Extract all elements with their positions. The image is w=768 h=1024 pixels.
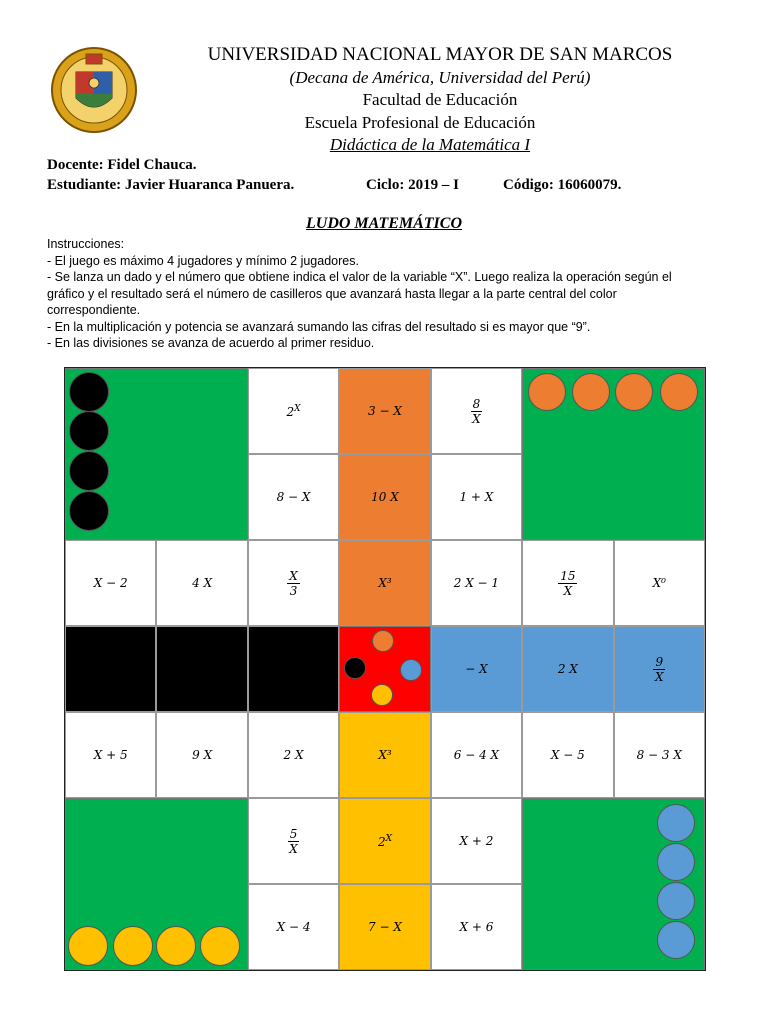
university-name: UNIVERSIDAD NACIONAL MAYOR DE SAN MARCOS xyxy=(207,44,673,65)
black-pawn xyxy=(69,411,109,451)
fraction-numerator: 8 xyxy=(472,396,481,411)
board-cell xyxy=(522,626,613,712)
orange-pawn xyxy=(528,373,566,411)
instructions-heading: Instrucciones: xyxy=(47,237,125,251)
fraction-numerator: 15 xyxy=(560,568,576,583)
board-cell xyxy=(339,712,430,798)
center-orange-pawn xyxy=(372,630,394,652)
school-name: Escuela Profesional de Educación xyxy=(304,113,536,132)
board-cell xyxy=(431,884,522,970)
board-cell xyxy=(156,712,247,798)
cell-expression: $2^X$ xyxy=(377,833,393,849)
fraction-denominator: X xyxy=(472,411,481,426)
board-cell xyxy=(248,540,339,626)
board-cell xyxy=(431,540,522,626)
cell-expression: X + 5 xyxy=(93,748,128,762)
center-blue-pawn xyxy=(400,659,422,681)
teacher-line: Docente: Fidel Chauca. xyxy=(47,157,197,173)
board-cell xyxy=(248,626,339,712)
cell-expression: 6 − 4 X xyxy=(453,748,500,762)
course-name xyxy=(150,135,710,155)
board-cell xyxy=(431,798,522,884)
cycle-line: Ciclo: 2019 – I xyxy=(366,177,459,193)
board-cell xyxy=(431,712,522,798)
cell-expression: 2 X − 1 xyxy=(453,576,500,590)
board-cell xyxy=(339,454,430,540)
board-cell xyxy=(65,540,156,626)
blue-pawn xyxy=(657,882,695,920)
instruction-item: - El juego es máximo 4 jugadores y mínimo 2 jugadores. xyxy=(47,253,359,268)
board-cell xyxy=(339,798,430,884)
orange-pawn xyxy=(572,373,610,411)
board-cell xyxy=(248,454,339,540)
university-seal-logo xyxy=(48,42,140,134)
blue-pawn xyxy=(657,843,695,881)
board-cell xyxy=(248,798,339,884)
cell-expression: 1 + X xyxy=(459,490,494,504)
board-cell xyxy=(614,626,705,712)
board-cell xyxy=(431,368,522,454)
ludo-board xyxy=(64,367,706,971)
board-cell xyxy=(156,626,247,712)
fraction-expression xyxy=(470,397,483,426)
board-cell xyxy=(339,540,430,626)
yellow-pawn xyxy=(200,926,240,966)
orange-pawn xyxy=(660,373,698,411)
board-cell xyxy=(522,540,613,626)
board-cell xyxy=(65,712,156,798)
board-cell xyxy=(248,368,339,454)
cell-expression: 3 − X xyxy=(368,404,402,418)
cell-expression: X⁰ xyxy=(652,576,666,590)
fraction-expression xyxy=(287,827,300,856)
center-yellow-pawn xyxy=(371,684,393,706)
cell-expression: 2 X xyxy=(557,662,578,676)
black-pawn xyxy=(69,491,109,531)
blue-pawn xyxy=(657,804,695,842)
document-title: LUDO MATEMÁTICO xyxy=(305,215,463,232)
fraction-denominator: 3 xyxy=(289,583,298,598)
board-cell xyxy=(339,368,430,454)
cell-expression: 8 − 3 X xyxy=(636,748,682,762)
board-cell xyxy=(248,884,339,970)
board-cell xyxy=(522,712,613,798)
fraction-numerator: X xyxy=(289,568,298,583)
faculty-name: Facultad de Educación xyxy=(362,90,518,109)
cell-expression: X³ xyxy=(378,748,392,762)
instructions xyxy=(47,236,707,352)
cell-expression: 8 − X xyxy=(276,490,311,504)
board-cell xyxy=(614,540,705,626)
cell-expression: $2^X$ xyxy=(286,403,301,419)
cell-expression: 9 X xyxy=(192,748,213,762)
yellow-pawn xyxy=(113,926,153,966)
fraction-denominator: X xyxy=(289,841,298,856)
cell-expression: 7 − X xyxy=(368,920,402,934)
cell-expression: 4 X xyxy=(192,576,213,590)
board-cell xyxy=(156,540,247,626)
fraction-denominator: X xyxy=(655,669,664,684)
code-line: Código: 16060079. xyxy=(503,177,622,193)
black-pawn xyxy=(69,372,109,412)
fraction-denominator: X xyxy=(563,583,573,598)
instruction-item: - En la multiplicación y potencia se avanzará sumando las cifras del resultado si es mayor que “9”. xyxy=(47,319,591,334)
orange-pawn xyxy=(615,373,653,411)
cell-expression: X − 2 xyxy=(93,576,128,590)
yellow-pawn xyxy=(156,926,196,966)
cell-expression: X³ xyxy=(378,576,392,590)
yellow-pawn xyxy=(68,926,108,966)
board-cell xyxy=(431,626,522,712)
fraction-numerator: 9 xyxy=(655,654,664,669)
course-name-text: Didáctica de la Matemática I xyxy=(329,135,531,154)
board-cell xyxy=(248,712,339,798)
instruction-item: - En las divisiones se avanza de acuerdo al primer residuo. xyxy=(47,336,375,350)
cell-expression: 2 X xyxy=(283,748,304,762)
fraction-expression xyxy=(653,655,666,684)
board-cell xyxy=(339,884,430,970)
board-cell xyxy=(431,454,522,540)
university-subtitle: (Decana de América, Universidad del Perú) xyxy=(289,68,591,87)
black-pawn xyxy=(69,451,109,491)
fraction-expression xyxy=(558,569,577,598)
cell-expression: 10 X xyxy=(371,490,399,504)
instruction-item: - Se lanza un dado y el número que obtiene indica el valor de la variable “X”. Luego realiza la operación según el gráfico y el resultado será el número de casilleros que avanzará hasta llegar a la parte central del color correspondiente. xyxy=(47,270,672,317)
student-line: Estudiante: Javier Huaranca Panuera. xyxy=(47,177,295,193)
fraction-numerator: 5 xyxy=(289,826,298,841)
cell-expression: X − 5 xyxy=(550,748,585,762)
fraction-expression xyxy=(287,569,300,598)
board-cell xyxy=(65,626,156,712)
blue-pawn xyxy=(657,921,695,959)
board-cell xyxy=(614,712,705,798)
cell-expression: X + 6 xyxy=(459,920,494,934)
cell-expression: X − 4 xyxy=(276,920,311,934)
cell-expression: X + 2 xyxy=(459,834,494,848)
center-black-pawn xyxy=(344,657,366,679)
cell-expression: − X xyxy=(465,662,488,676)
